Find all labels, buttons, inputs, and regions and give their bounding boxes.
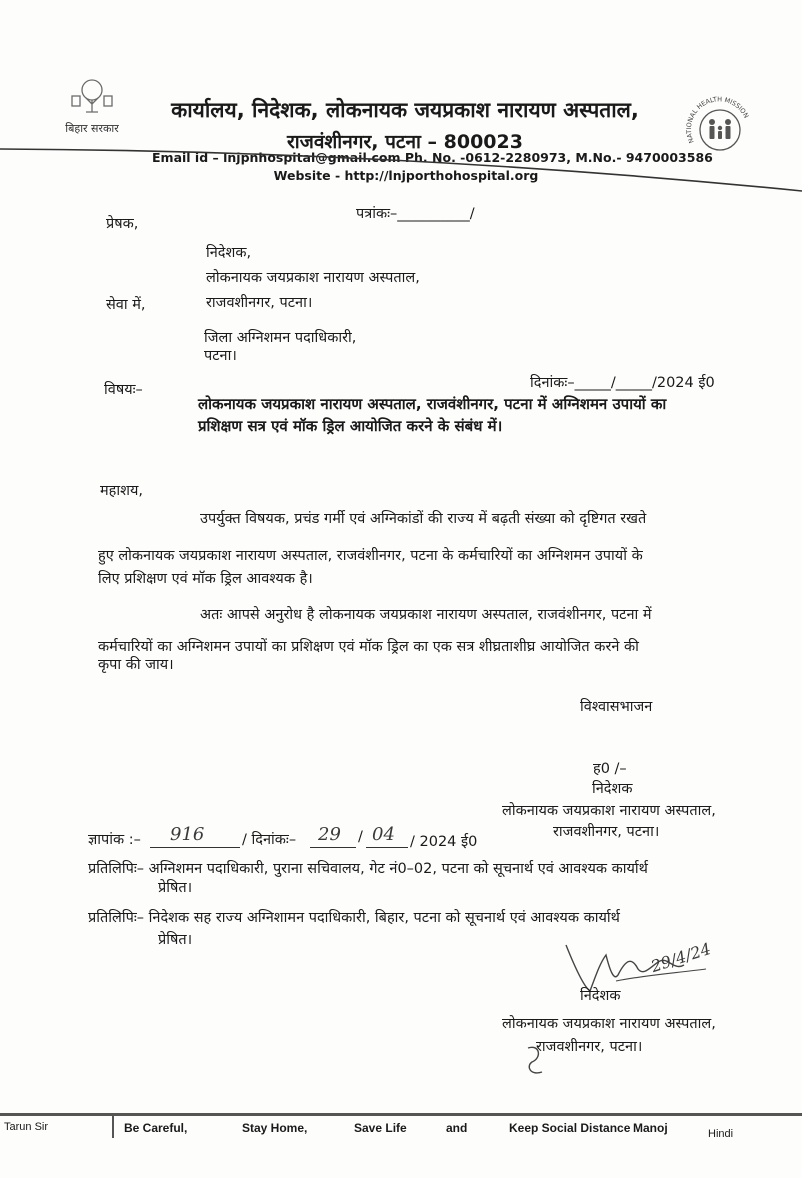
footer-item-6: Manoj	[633, 1121, 668, 1135]
para2-line-3: कृपा की जाय।	[98, 657, 174, 673]
para1-line-3: लिए प्रशिक्षण एवं मॉक ड्रिल आवश्यक है।	[98, 571, 313, 587]
copy1-line-2: प्रेषित।	[158, 880, 193, 896]
footer-item-5: Keep Social Distance	[509, 1121, 631, 1135]
bihar-emblem-logo	[52, 78, 132, 140]
signature-date: 29/4/24	[648, 938, 714, 977]
nhm-arc-text: NATIONAL HEALTH MISSION	[684, 95, 751, 145]
footer-divider	[112, 1116, 114, 1138]
contact-details: Email id – lnjpnhospital@gmail.com Ph. No. -0612-2280973, M.No.- 9470003586	[152, 150, 713, 165]
emblem-caption: बिहार सरकार	[65, 122, 119, 135]
footer-item-7: Hindi	[708, 1128, 734, 1140]
salutation: महाशय,	[100, 483, 144, 499]
memo-day-underline	[310, 847, 356, 848]
closing: विश्वासभाजन	[580, 699, 653, 715]
letter-date: दिनांकः–_____/_____/2024 ई0	[530, 375, 715, 391]
para1-line-2: हुए लोकनायक जयप्रकाश नारायण अस्पताल, राजवंशीनगर, पटना के कर्मचारियों का अग्निशमन उपायों के	[98, 548, 643, 564]
to-label: सेवा में,	[106, 297, 146, 313]
memo-signatory-office: लोकनायक जयप्रकाश नारायण अस्पताल,	[502, 1016, 716, 1032]
subject-label: विषयः–	[104, 382, 143, 398]
sender-line-3: राजवशीनगर, पटना।	[206, 295, 313, 311]
memo-signatory-address: राजवशीनगर, पटना।	[536, 1039, 643, 1055]
reference-number: पत्रांकः–__________/	[356, 206, 475, 222]
memo-date-day: 29	[318, 824, 341, 845]
office-address: राजवंशीनगर, पटना – 800023	[287, 131, 523, 153]
copy2-line-1: प्रतिलिपिः– निदेशक सह राज्य अग्निशामन पदाधिकारी, बिहार, पटना को सूचनार्थ एवं आवश्यक कार्यार्थ	[88, 910, 620, 926]
handwritten-initial	[520, 1040, 550, 1080]
memo-signatory-title: निदेशक	[580, 988, 621, 1004]
para1-line-1: उपर्युक्त विषयक, प्रचंड गर्मी एवं अग्निकांडों की राज्य में बढ़ती संख्या को दृष्टिगत रखते	[200, 511, 647, 527]
footer-item-2: Stay Home,	[242, 1121, 308, 1135]
memo-number-underline	[150, 847, 240, 848]
family-icon	[709, 119, 731, 139]
sender-line-2: लोकनायक जयप्रकाश नारायण अस्पताल,	[206, 270, 420, 286]
para2-line-2: कर्मचारियों का अग्निशमन उपायों का प्रशिक्षण एवं मॉक ड्रिल का एक सत्र शीघ्रताशीघ्र आयोजित करने की	[98, 639, 639, 655]
footer-item-4: and	[446, 1121, 468, 1135]
recipient-line-1: जिला अग्निशमन पदाधिकारी,	[204, 330, 357, 346]
sender-line-1: निदेशक,	[206, 245, 252, 261]
website-line: Website - http://lnjporthohospital.org	[273, 168, 539, 183]
footer-item-3: Save Life	[354, 1121, 407, 1135]
recipient-line-2: पटना।	[204, 348, 237, 364]
subject-line-2: प्रशिक्षण सत्र एवं मॉक ड्रिल आयोजित करने के संबंध में।	[198, 417, 503, 435]
nhm-logo	[682, 90, 758, 166]
subject-line-1: लोकनायक जयप्रकाश नारायण अस्पताल, राजवंशीनगर, पटना में अग्निशमन उपायों का	[198, 395, 667, 413]
sender-label: प्रेषक,	[106, 216, 139, 232]
copy1-line-1: प्रतिलिपिः– अग्निशमन पदाधिकारी, पुराना सचिवालय, गेट नं0–02, पटना को सूचनार्थ एवं आवश्यक कार्यार्थ	[88, 861, 648, 877]
signatory-title: निदेशक	[592, 781, 633, 797]
memo-date-label: / दिनांकः–	[242, 832, 297, 848]
para2-line-1: अतः आपसे अनुरोध है लोकनायक जयप्रकाश नारायण अस्पताल, राजवंशीनगर, पटना में	[200, 607, 652, 623]
memo-number-label: ज्ञापांक :–	[88, 832, 141, 848]
memo-date-month: 04	[372, 824, 395, 845]
footer-rule	[0, 1113, 802, 1116]
bodhi-tree-icon	[70, 78, 114, 118]
footer-item-1: Be Careful,	[124, 1121, 188, 1135]
memo-month-underline	[366, 847, 408, 848]
office-title: कार्यालय, निदेशक, लोकनायक जयप्रकाश नारायण अस्पताल,	[171, 98, 639, 122]
signed-mark: ह0 /–	[593, 761, 627, 777]
signatory-office: लोकनायक जयप्रकाश नारायण अस्पताल,	[502, 803, 716, 819]
memo-date-year: / 2024 ई0	[410, 834, 478, 850]
memo-date-sep: /	[358, 829, 363, 845]
copy2-line-2: प्रेषित।	[158, 932, 193, 948]
signatory-address: राजवशीनगर, पटना।	[553, 824, 660, 840]
memo-number-value: 916	[170, 824, 205, 845]
footer-left: Tarun Sir	[4, 1121, 49, 1133]
